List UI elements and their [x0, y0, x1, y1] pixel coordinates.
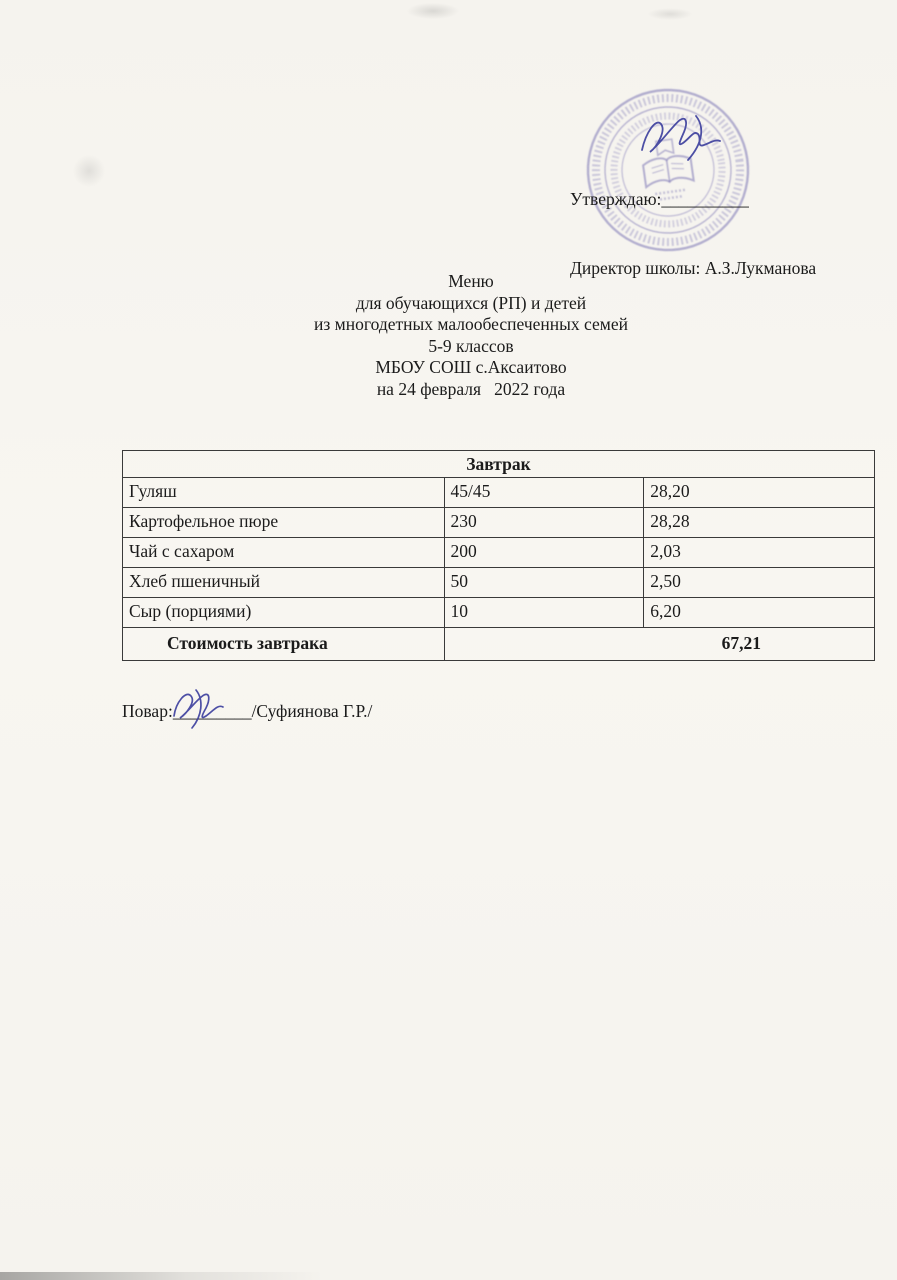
dish-price: 2,03 [644, 538, 875, 568]
dish-price: 28,20 [644, 478, 875, 508]
dish-name: Хлеб пшеничный [123, 568, 445, 598]
approval-underline: __________ [661, 189, 749, 209]
title-line: МБОУ СОШ с.Аксаитово [375, 357, 567, 377]
scan-artifact [66, 148, 112, 194]
title-line: на 24 февраля 2022 года [376, 378, 566, 399]
title-line: 5-9 классов [428, 335, 514, 356]
dish-price: 28,28 [644, 508, 875, 538]
total-label: Стоимость завтрака [123, 628, 445, 661]
table-row [123, 478, 875, 508]
dish-price: 2,50 [644, 568, 875, 598]
dish-portion: 230 [444, 508, 644, 538]
dish-name: Сыр (порциями) [123, 598, 445, 628]
page-edge-shadow [0, 1272, 340, 1280]
dish-portion: 10 [444, 598, 644, 628]
table-row [123, 598, 875, 628]
title-line: для обучающихся (РП) и детей [355, 292, 587, 313]
cook-line [122, 701, 372, 722]
title-line: из многодетных малообеспеченных семей [314, 314, 628, 334]
cook-label: Повар: [122, 701, 173, 721]
approve-label: Утверждаю: [570, 189, 662, 209]
cook-name: /Суфиянова Г.Р./ [251, 701, 373, 721]
table-row [123, 568, 875, 598]
breakfast-table [122, 450, 875, 661]
dish-name: Гуляш [123, 478, 445, 508]
dish-portion: 200 [444, 538, 644, 568]
dish-portion: 50 [444, 568, 644, 598]
approval-line [570, 188, 816, 211]
total-row [123, 628, 875, 661]
scan-artifact [640, 6, 700, 22]
table-header-row [123, 451, 875, 478]
table-header: Завтрак [123, 451, 875, 478]
title-line: Меню [448, 271, 494, 291]
table-row [123, 538, 875, 568]
scan-artifact [398, 0, 468, 22]
dish-name: Картофельное пюре [123, 508, 445, 538]
total-value: 67,21 [444, 628, 874, 661]
table-row [123, 508, 875, 538]
cook-signature [166, 682, 242, 734]
director-signature [630, 110, 730, 166]
dish-price: 6,20 [644, 598, 875, 628]
director-line: Директор школы: А.З.Лукманова [570, 258, 817, 278]
menu-title [55, 271, 887, 400]
dish-portion: 45/45 [444, 478, 644, 508]
cook-underline: _________ [172, 701, 252, 721]
dish-name: Чай с сахаром [123, 538, 445, 568]
